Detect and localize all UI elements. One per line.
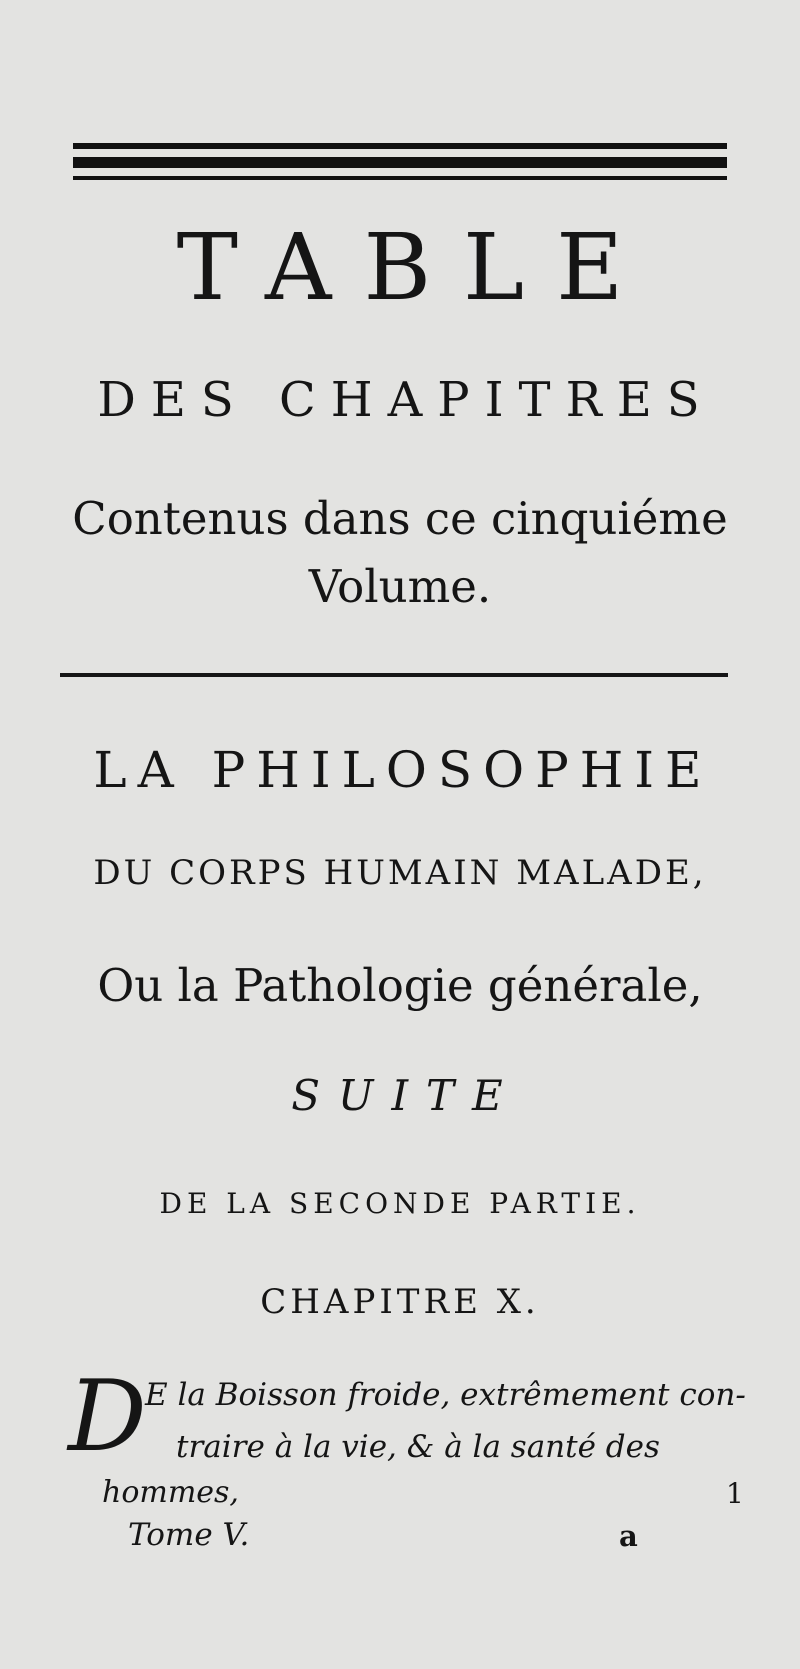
entry-line-1: E la Boisson froide, extrêmement con- bbox=[145, 1377, 746, 1413]
work-title: LA PHILOSOPHIE bbox=[93, 741, 713, 799]
work-subtitle: DU CORPS HUMAIN MALADE, bbox=[93, 853, 707, 893]
middle-rule bbox=[60, 673, 728, 677]
signature-mark: a bbox=[619, 1519, 638, 1553]
entry-line-2: traire à la vie, & à la santé des bbox=[176, 1429, 660, 1465]
top-rule-thin bbox=[73, 143, 727, 149]
contents-line-1: Contenus dans ce cinquiéme bbox=[72, 492, 728, 545]
entry-page-number: 1 bbox=[726, 1477, 744, 1510]
tome-footer: Tome V. bbox=[128, 1517, 250, 1553]
entry-line-3: hommes, bbox=[102, 1475, 239, 1510]
suite-heading: SUITE bbox=[291, 1071, 521, 1120]
pathology-line: Ou la Pathologie générale, bbox=[97, 959, 703, 1012]
contents-line-2: Volume. bbox=[308, 560, 492, 613]
top-rule-thick bbox=[73, 157, 727, 168]
top-rule-lower bbox=[73, 176, 727, 180]
part-heading: DE LA SECONDE PARTIE. bbox=[159, 1187, 641, 1220]
chapter-heading: CHAPITRE X. bbox=[260, 1282, 540, 1322]
chapters-heading: DES CHAPITRES bbox=[97, 372, 715, 428]
table-title: TABLE bbox=[176, 214, 656, 321]
drop-cap: D bbox=[68, 1360, 147, 1474]
